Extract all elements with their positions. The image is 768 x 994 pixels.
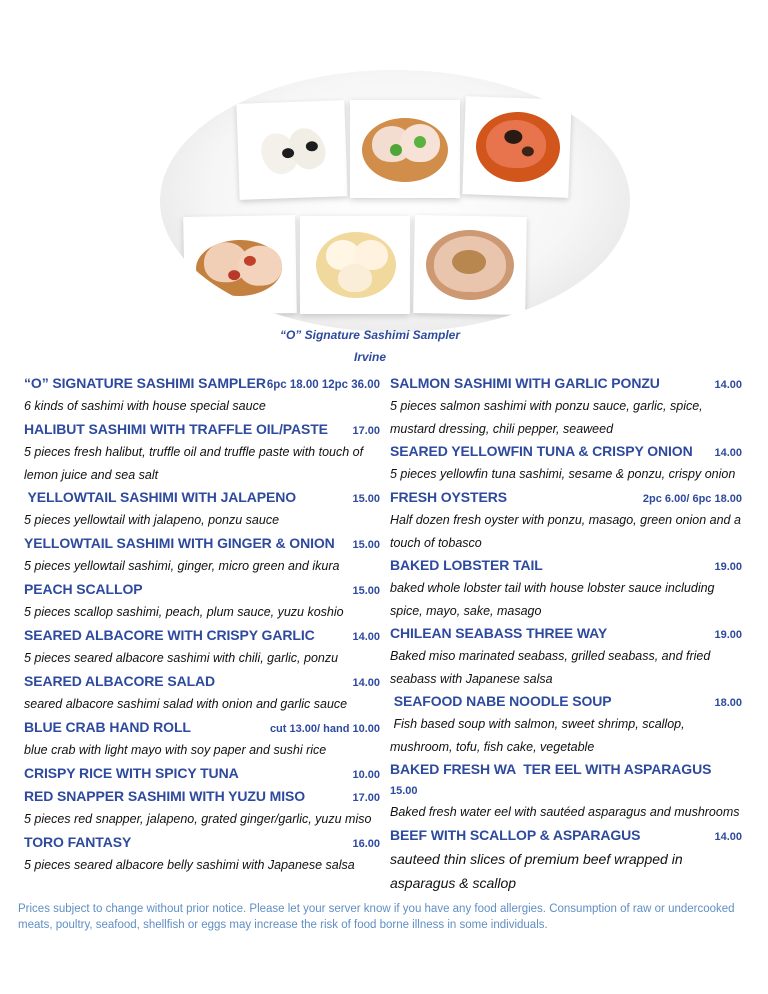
photo-caption-location: Irvine <box>353 350 386 364</box>
item-name: BAKED LOBSTER TAIL <box>390 557 543 573</box>
menu-item <box>390 690 742 758</box>
menu-item <box>24 831 380 877</box>
menu-item <box>24 372 380 418</box>
item-description: 5 pieces seared albacore sashimi with chili, garlic, ponzu <box>24 651 339 665</box>
item-name: YELLOWTAIL SASHIMI WITH GINGER & ONION <box>24 535 335 551</box>
item-price: 16.00 <box>352 838 380 850</box>
item-name: YELLOWTAIL SASHIMI WITH JALAPENO <box>24 489 297 505</box>
item-price: 6pc 18.00 12pc 36.00 <box>266 379 380 391</box>
item-name: BAKED FRESH WA TER EEL WITH ASPARAGUS <box>390 761 712 777</box>
item-description: Half dozen fresh oyster with ponzu, masago, green onion and a touch of tobasco <box>390 513 741 550</box>
menu-item <box>390 824 742 894</box>
menu-column-left <box>24 372 380 877</box>
plate-yellowtail-jalapeno <box>350 100 460 198</box>
item-description: 5 pieces yellowtail with jalapeno, ponzu sauce <box>24 513 280 527</box>
menu-item <box>24 486 380 532</box>
plate-red-snapper <box>183 215 297 315</box>
item-price: 14.00 <box>352 631 380 643</box>
item-price: 2pc 6.00/ 6pc 18.00 <box>642 493 742 505</box>
item-price: 14.00 <box>714 379 742 391</box>
item-description: blue crab with light mayo with soy paper and sushi rice <box>24 743 327 757</box>
menu-column-right <box>390 372 742 894</box>
item-name: CRISPY RICE WITH SPICY TUNA <box>24 765 239 781</box>
item-price: 15.00 <box>390 785 418 797</box>
menu-item <box>390 372 742 440</box>
menu-item <box>24 716 380 762</box>
item-name: FRESH OYSTERS <box>390 489 507 505</box>
item-description: 5 pieces yellowfin tuna sashimi, sesame & ponzu, crispy onion <box>390 467 736 481</box>
allergy-disclaimer: Prices subject to change without prior notice. Please let your server know if you have any food allergies. Consumption of raw or undercooked meats, poultry, seafood, shellfish or eggs may increase the risk of food borne illness in some individuals. <box>18 903 735 931</box>
sashimi-sampler-photo <box>160 70 630 332</box>
item-name: PEACH SCALLOP <box>24 581 143 597</box>
item-price: 14.00 <box>352 677 380 689</box>
item-price: 17.00 <box>352 425 380 437</box>
item-name: SEARED ALBACORE WITH CRISPY GARLIC <box>24 627 315 643</box>
item-price: 15.00 <box>352 493 380 505</box>
menu-item <box>390 554 742 622</box>
item-price: 14.00 <box>714 831 742 843</box>
item-price: cut 13.00/ hand 10.00 <box>269 723 380 735</box>
item-name: CHILEAN SEABASS THREE WAY <box>390 625 608 641</box>
item-description: 5 pieces seared albacore belly sashimi with Japanese salsa <box>24 858 355 872</box>
item-price: 19.00 <box>714 629 742 641</box>
plate-albacore-garlic <box>413 215 527 315</box>
item-name: BEEF WITH SCALLOP & ASPARAGUS <box>390 827 641 843</box>
item-description: 5 pieces scallop sashimi, peach, plum sauce, yuzu koshio <box>24 605 344 619</box>
menu-item <box>24 624 380 670</box>
item-name: SALMON SASHIMI WITH GARLIC PONZU <box>390 375 660 391</box>
item-name: TORO FANTASY <box>24 834 132 850</box>
plate-salmon <box>462 96 571 198</box>
item-description: 5 pieces yellowtail sashimi, ginger, micro green and ikura <box>24 559 340 573</box>
item-price: 19.00 <box>714 561 742 573</box>
item-description: seared albacore sashimi salad with onion and garlic sauce <box>24 697 348 711</box>
plate-scallop <box>300 216 410 314</box>
item-description: 5 pieces salmon sashimi with ponzu sauce, garlic, spice, mustard dressing, chili pepper, seaweed <box>390 399 703 436</box>
item-price: 14.00 <box>714 447 742 459</box>
item-price: 18.00 <box>714 697 742 709</box>
item-name: SEARED YELLOWFIN TUNA & CRISPY ONION <box>390 443 693 459</box>
menu-item <box>24 670 380 716</box>
item-name: HALIBUT SASHIMI WITH TRAFFLE OIL/PASTE <box>24 421 328 437</box>
item-description: 5 pieces red snapper, jalapeno, grated ginger/garlic, yuzu miso <box>24 812 372 826</box>
item-description: 6 kinds of sashimi with house special sauce <box>24 399 266 413</box>
photo-caption-title: “O” Signature Sashimi Sampler <box>279 328 461 342</box>
item-name: SEARED ALBACORE SALAD <box>24 673 216 689</box>
menu-item <box>390 758 742 824</box>
menu-item <box>24 418 380 486</box>
item-name: “O” SIGNATURE SASHIMI SAMPLER <box>24 375 266 391</box>
item-description: Baked miso marinated seabass, grilled seabass, and fried seabass with Japanese salsa <box>390 649 711 686</box>
item-name: RED SNAPPER SASHIMI WITH YUZU MISO <box>24 788 306 804</box>
item-description: 5 pieces fresh halibut, truffle oil and truffle paste with touch of lemon juice and sea salt <box>24 445 364 482</box>
menu-item <box>390 440 742 486</box>
plate-halibut <box>236 100 347 200</box>
item-description: Baked fresh water eel with sautéed asparagus and mushrooms <box>390 805 740 819</box>
item-description: baked whole lobster tail with house lobster sauce including spice, mayo, sake, masago <box>390 581 715 618</box>
menu-item <box>390 486 742 554</box>
item-description: Fish based soup with salmon, sweet shrimp, scallop, mushroom, tofu, fish cake, vegetable <box>390 717 689 754</box>
item-price: 10.00 <box>352 769 380 781</box>
menu-item <box>24 532 380 578</box>
item-price: 15.00 <box>352 585 380 597</box>
menu-item <box>24 762 380 785</box>
item-price: 17.00 <box>352 792 380 804</box>
item-name: BLUE CRAB HAND ROLL <box>24 719 191 735</box>
item-name: SEAFOOD NABE NOODLE SOUP <box>390 693 612 709</box>
menu-item <box>24 578 380 624</box>
item-description: sauteed thin slices of premium beef wrapped in asparagus & scallop <box>390 851 683 891</box>
menu-item <box>24 785 380 831</box>
menu-item <box>390 622 742 690</box>
item-price: 15.00 <box>352 539 380 551</box>
